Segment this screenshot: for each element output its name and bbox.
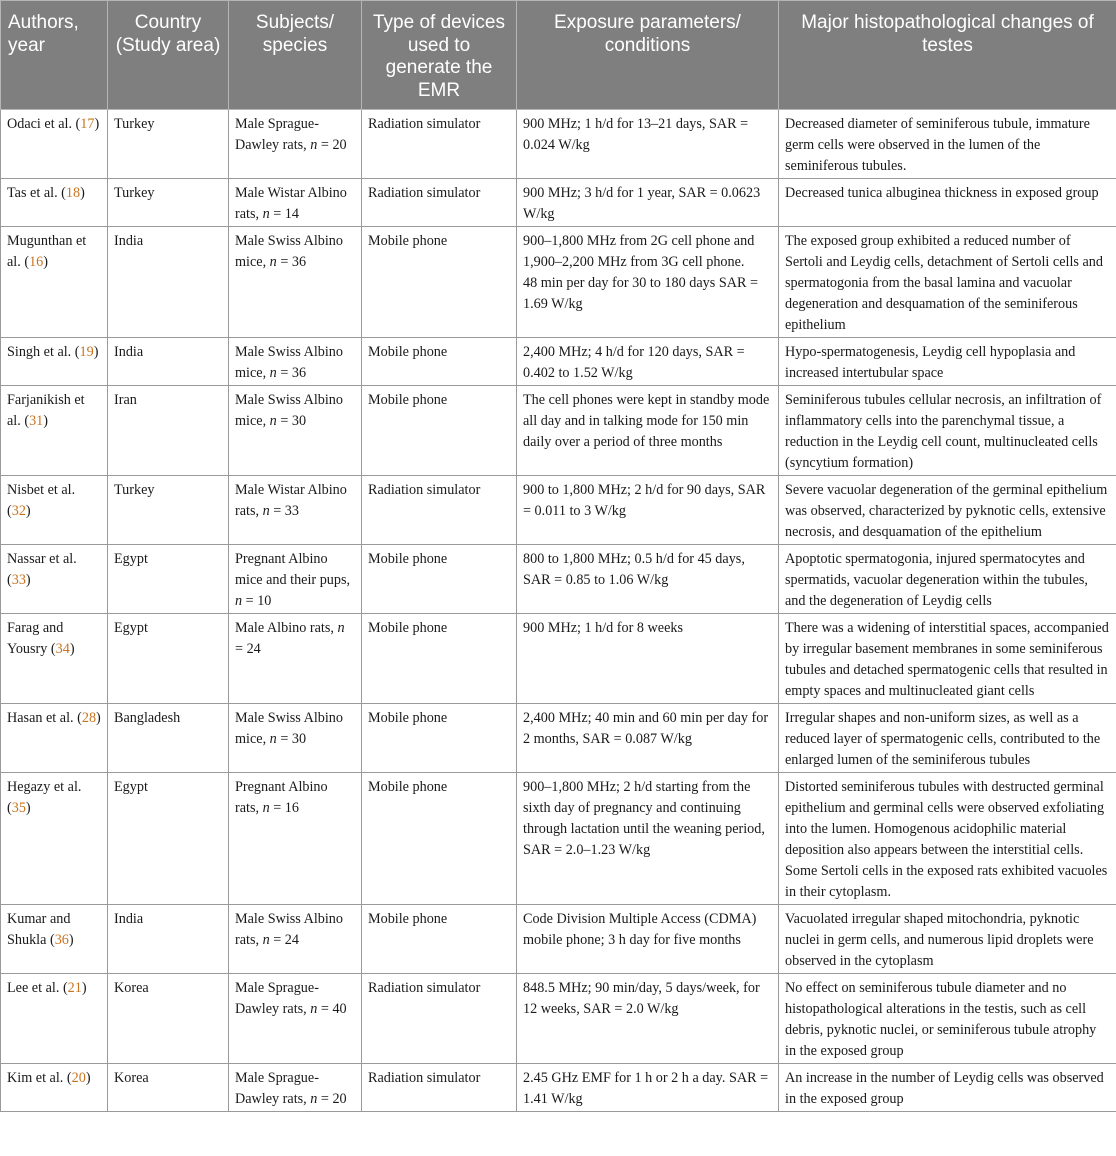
reference-link[interactable]: 16 <box>29 254 44 270</box>
n-symbol: n <box>310 1001 318 1017</box>
changes-cell: An increase in the number of Leydig cells was observed in the exposed group <box>779 1064 1116 1112</box>
author-cell: Farag and Yousry (34) <box>1 614 108 704</box>
subjects-text: Male Swiss Albino mice, <box>235 344 343 381</box>
reference-link[interactable]: 35 <box>11 800 26 816</box>
changes-cell: Decreased tunica albuginea thickness in exposed group <box>779 179 1116 227</box>
table-row <box>1 338 1116 386</box>
col-header-exposure: Exposure parameters/ conditions <box>517 1 779 110</box>
reference-link[interactable]: 32 <box>11 503 26 519</box>
subjects-text: Male Swiss Albino mice, <box>235 233 343 270</box>
exposure-cell <box>517 974 779 1064</box>
changes-cell: Vacuolated irregular shaped mitochondria, pyknotic nuclei in germ cells, and numerous lipid droplets were observed in the cytoplasm <box>779 905 1116 974</box>
author-cell: Nisbet et al. (32) <box>1 476 108 545</box>
col-header-device-type: Type of devices used to generate the EMR <box>362 1 517 110</box>
device-cell: Mobile phone <box>362 227 517 338</box>
exposure-text: 900–1,800 MHz; 2 h/d starting from the sixth day of pregnancy and continuing through lactation until the weaning period, SAR = 2.0–1.23 W/kg <box>523 779 765 858</box>
exposure-cell <box>517 545 779 614</box>
table-row <box>1 227 1116 338</box>
reference-link[interactable]: 31 <box>29 413 44 429</box>
changes-cell: Irregular shapes and non-uniform sizes, as well as a reduced layer of spermatogenic cells, contributed to the enlarged lumen of the seminiferous tubules <box>779 704 1116 773</box>
n-symbol: n <box>269 413 277 429</box>
author-name: Hasan et al. <box>7 710 74 726</box>
author-cell: Lee et al. (21) <box>1 974 108 1064</box>
device-cell: Mobile phone <box>362 905 517 974</box>
sample-size: 24 <box>284 932 299 948</box>
device-cell: Radiation simulator <box>362 974 517 1064</box>
country-cell: India <box>108 227 229 338</box>
exposure-cell <box>517 1064 779 1112</box>
exposure-text: 900 MHz; 1 h/d for 8 weeks <box>523 620 683 636</box>
country-cell: India <box>108 338 229 386</box>
exposure-cell <box>517 338 779 386</box>
subjects-cell: Pregnant Albino rats, n = 16 <box>229 773 362 905</box>
changes-cell: Apoptotic spermatogonia, injured spermatocytes and spermatids, vacuolar degeneration within the tubules, and the degeneration of Leydig cells <box>779 545 1116 614</box>
author-cell: Kim et al. (20) <box>1 1064 108 1112</box>
exposure-cell <box>517 773 779 905</box>
author-name: Mugunthan et al. <box>7 233 87 270</box>
author-cell: Kumar and Shukla (36) <box>1 905 108 974</box>
author-cell: Hasan et al. (28) <box>1 704 108 773</box>
col-header-country: Country (Study area) <box>108 1 229 110</box>
sample-size: 20 <box>332 137 347 153</box>
n-symbol: n <box>337 620 345 636</box>
subjects-text: Male Swiss Albino mice, <box>235 710 343 747</box>
exposure-text: 2,400 MHz; 40 min and 60 min per day for 2 months, SAR = 0.087 W/kg <box>523 710 769 747</box>
exposure-cell <box>517 227 779 338</box>
subjects-cell: Male Sprague-Dawley rats, n = 20 <box>229 1064 362 1112</box>
country-cell: Turkey <box>108 476 229 545</box>
device-cell: Radiation simulator <box>362 476 517 545</box>
subjects-cell: Pregnant Albino mice and their pups, n = 10 <box>229 545 362 614</box>
sample-size: 36 <box>291 254 307 270</box>
n-symbol: n <box>310 137 318 153</box>
table-row <box>1 386 1116 476</box>
subjects-cell: Male Swiss Albino mice, n = 30 <box>229 386 362 476</box>
author-name: Lee et al. <box>7 980 60 996</box>
col-header-subjects: Subjects/ species <box>229 1 362 110</box>
reference-link[interactable]: 19 <box>79 344 94 360</box>
exposure-text-2: 48 min per day for 30 to 180 days SAR = 1.69 W/kg <box>523 275 758 312</box>
exposure-text: 800 to 1,800 MHz; 0.5 h/d for 45 days, SAR = 0.85 to 1.06 W/kg <box>523 551 745 588</box>
subjects-cell: Male Swiss Albino mice, n = 36 <box>229 338 362 386</box>
subjects-text: Pregnant Albino rats, <box>235 779 328 816</box>
exposure-cell <box>517 179 779 227</box>
author-name: Tas et al. <box>7 185 58 201</box>
subjects-text: Male Sprague-Dawley rats, <box>235 1070 319 1107</box>
sample-size: 20 <box>332 1091 347 1107</box>
changes-cell: No effect on seminiferous tubule diameter and no histopathological alterations in the testis, such as cell debris, pyknotic nuclei, or seminiferous tubule atrophy in the exposed group <box>779 974 1116 1064</box>
n-symbol: n <box>269 731 277 747</box>
author-name: Odaci et al. <box>7 116 72 132</box>
subjects-cell: Male Swiss Albino mice, n = 36 <box>229 227 362 338</box>
changes-cell: The exposed group exhibited a reduced number of Sertoli and Leydig cells, detachment of Sertoli cells and spermatogonia from the basal lamina and vacuolar degeneration and desquamation of the seminiferous epithelium <box>779 227 1116 338</box>
exposure-text: 848.5 MHz; 90 min/day, 5 days/week, for 12 weeks, SAR = 2.0 W/kg <box>523 980 760 1017</box>
sample-size: 30 <box>291 413 307 429</box>
subjects-text: Male Sprague-Dawley rats, <box>235 980 319 1017</box>
subjects-cell: Male Sprague-Dawley rats, n = 20 <box>229 110 362 179</box>
country-cell: Turkey <box>108 179 229 227</box>
author-name: Nisbet et al. <box>7 482 76 498</box>
device-cell: Radiation simulator <box>362 1064 517 1112</box>
reference-link[interactable]: 17 <box>80 116 95 132</box>
sample-size: 10 <box>257 593 272 609</box>
author-name: Singh et al. <box>7 344 72 360</box>
country-cell: Turkey <box>108 110 229 179</box>
author-cell: Tas et al. (18) <box>1 179 108 227</box>
exposure-text: 900 to 1,800 MHz; 2 h/d for 90 days, SAR = 0.011 to 3 W/kg <box>523 482 766 519</box>
country-cell: India <box>108 905 229 974</box>
subjects-cell: Male Wistar Albino rats, n = 14 <box>229 179 362 227</box>
changes-cell: Decreased diameter of seminiferous tubule, immature germ cells were observed in the lumen of the seminiferous tubules. <box>779 110 1116 179</box>
sample-size: 24 <box>246 641 261 657</box>
reference-link[interactable]: 21 <box>67 980 82 996</box>
subjects-cell: Male Swiss Albino mice, n = 30 <box>229 704 362 773</box>
table-row <box>1 974 1116 1064</box>
exposure-text: Code Division Multiple Access (CDMA) mobile phone; 3 h day for five months <box>523 911 757 948</box>
country-cell: Bangladesh <box>108 704 229 773</box>
device-cell: Radiation simulator <box>362 179 517 227</box>
author-cell: Hegazy et al. (35) <box>1 773 108 905</box>
subjects-text: Male Wistar Albino rats, <box>235 482 347 519</box>
device-cell: Mobile phone <box>362 386 517 476</box>
table-row <box>1 1064 1116 1112</box>
subjects-text: Male Swiss Albino mice, <box>235 392 343 429</box>
n-symbol: n <box>235 593 243 609</box>
sample-size: 33 <box>284 503 299 519</box>
changes-cell: Severe vacuolar degeneration of the germinal epithelium was observed, characterized by pyknotic cells, extensive necrosis, and desquamation of the epithelium <box>779 476 1116 545</box>
device-cell: Mobile phone <box>362 545 517 614</box>
reference-link[interactable]: 36 <box>54 932 69 948</box>
exposure-cell <box>517 704 779 773</box>
subjects-text: Male Wistar Albino rats, <box>235 185 347 222</box>
exposure-cell <box>517 476 779 545</box>
sample-size: 36 <box>291 365 307 381</box>
table-row <box>1 704 1116 773</box>
device-cell: Mobile phone <box>362 338 517 386</box>
subjects-cell: Male Wistar Albino rats, n = 33 <box>229 476 362 545</box>
changes-cell: Seminiferous tubules cellular necrosis, an infiltration of inflammatory cells into the parenchymal tissue, a reduction in the Leydig cell count, multinucleated cells (syncytium formation) <box>779 386 1116 476</box>
subjects-text: Male Sprague-Dawley rats, <box>235 116 319 153</box>
n-symbol: n <box>269 254 277 270</box>
exposure-text: 900 MHz; 3 h/d for 1 year, SAR = 0.0623 W/kg <box>523 185 761 222</box>
exposure-text: The cell phones were kept in standby mode all day and in talking mode for 150 min daily over a period of three months <box>523 392 770 450</box>
author-name: Nassar et al. <box>7 551 77 567</box>
table-row <box>1 614 1116 704</box>
table-row <box>1 476 1116 545</box>
n-symbol: n <box>262 932 270 948</box>
author-cell: Mugunthan et al. (16) <box>1 227 108 338</box>
changes-cell: Hypo-spermatogenesis, Leydig cell hypoplasia and increased intertubular space <box>779 338 1116 386</box>
header-row <box>1 1 1116 110</box>
changes-cell: There was a widening of interstitial spaces, accompanied by irregular basement membranes in some seminiferous tubules and detached spermatogenic cells that resulted in empty spaces and multinucleated giant cells <box>779 614 1116 704</box>
author-cell: Farjanikish et al. (31) <box>1 386 108 476</box>
country-cell: Iran <box>108 386 229 476</box>
country-cell: Egypt <box>108 614 229 704</box>
country-cell: Korea <box>108 1064 229 1112</box>
changes-cell: Distorted seminiferous tubules with destructed germinal epithelium and germinal cells were observed exfoliating into the lumen. Homogenous acidophilic material deposition also appears between the interstitial cells. Some Sertoli cells in the exposed rats exhibited vacuoles in their cytoplasm. <box>779 773 1116 905</box>
col-header-authors: Authors, year <box>1 1 108 110</box>
sample-size: 40 <box>332 1001 347 1017</box>
n-symbol: n <box>262 206 270 222</box>
author-name: Kim et al. <box>7 1070 64 1086</box>
subjects-text: Pregnant Albino mice and their pups, <box>235 551 351 588</box>
device-cell: Mobile phone <box>362 614 517 704</box>
reference-link[interactable]: 18 <box>65 185 81 201</box>
exposure-text: 2.45 GHz EMF for 1 h or 2 h a day. SAR = 1.41 W/kg <box>523 1070 769 1107</box>
device-cell: Radiation simulator <box>362 110 517 179</box>
exposure-text: 900–1,800 MHz from 2G cell phone and 1,900–2,200 MHz from 3G cell phone. <box>523 233 755 270</box>
reference-link[interactable]: 34 <box>55 641 70 657</box>
author-name: Kumar and Shukla <box>7 911 71 948</box>
sample-size: 16 <box>284 800 299 816</box>
sample-size: 14 <box>284 206 299 222</box>
author-cell: Odaci et al. (17) <box>1 110 108 179</box>
author-name: Farjanikish et al. <box>7 392 85 429</box>
table-row <box>1 905 1116 974</box>
table-row <box>1 179 1116 227</box>
subjects-cell: Male Sprague-Dawley rats, n = 40 <box>229 974 362 1064</box>
exposure-cell <box>517 905 779 974</box>
n-symbol: n <box>269 365 277 381</box>
subjects-text: Male Albino rats, <box>235 620 338 636</box>
country-cell: Egypt <box>108 773 229 905</box>
table-row <box>1 545 1116 614</box>
author-name: Farag and Yousry <box>7 620 64 657</box>
subjects-cell: Male Swiss Albino rats, n = 24 <box>229 905 362 974</box>
device-cell: Mobile phone <box>362 773 517 905</box>
author-name: Hegazy et al. <box>7 779 82 795</box>
reference-link[interactable]: 20 <box>71 1070 86 1086</box>
reference-link[interactable]: 28 <box>81 710 97 726</box>
subjects-text: Male Swiss Albino rats, <box>235 911 343 948</box>
exposure-text: 2,400 MHz; 4 h/d for 120 days, SAR = 0.402 to 1.52 W/kg <box>523 344 745 381</box>
exposure-cell <box>517 386 779 476</box>
author-cell: Nassar et al. (33) <box>1 545 108 614</box>
col-header-changes: Major histopathological changes of testes <box>779 1 1116 110</box>
country-cell: Korea <box>108 974 229 1064</box>
author-cell: Singh et al. (19) <box>1 338 108 386</box>
n-symbol: n <box>262 503 270 519</box>
table-row <box>1 110 1116 179</box>
sample-size: 30 <box>291 731 307 747</box>
subjects-cell: Male Albino rats, n = 24 <box>229 614 362 704</box>
n-symbol: n <box>262 800 270 816</box>
exposure-cell <box>517 614 779 704</box>
device-cell: Mobile phone <box>362 704 517 773</box>
exposure-cell <box>517 110 779 179</box>
exposure-text: 900 MHz; 1 h/d for 13–21 days, SAR = 0.024 W/kg <box>523 116 749 153</box>
reference-link[interactable]: 33 <box>11 572 26 588</box>
country-cell: Egypt <box>108 545 229 614</box>
table-row <box>1 773 1116 905</box>
n-symbol: n <box>310 1091 318 1107</box>
